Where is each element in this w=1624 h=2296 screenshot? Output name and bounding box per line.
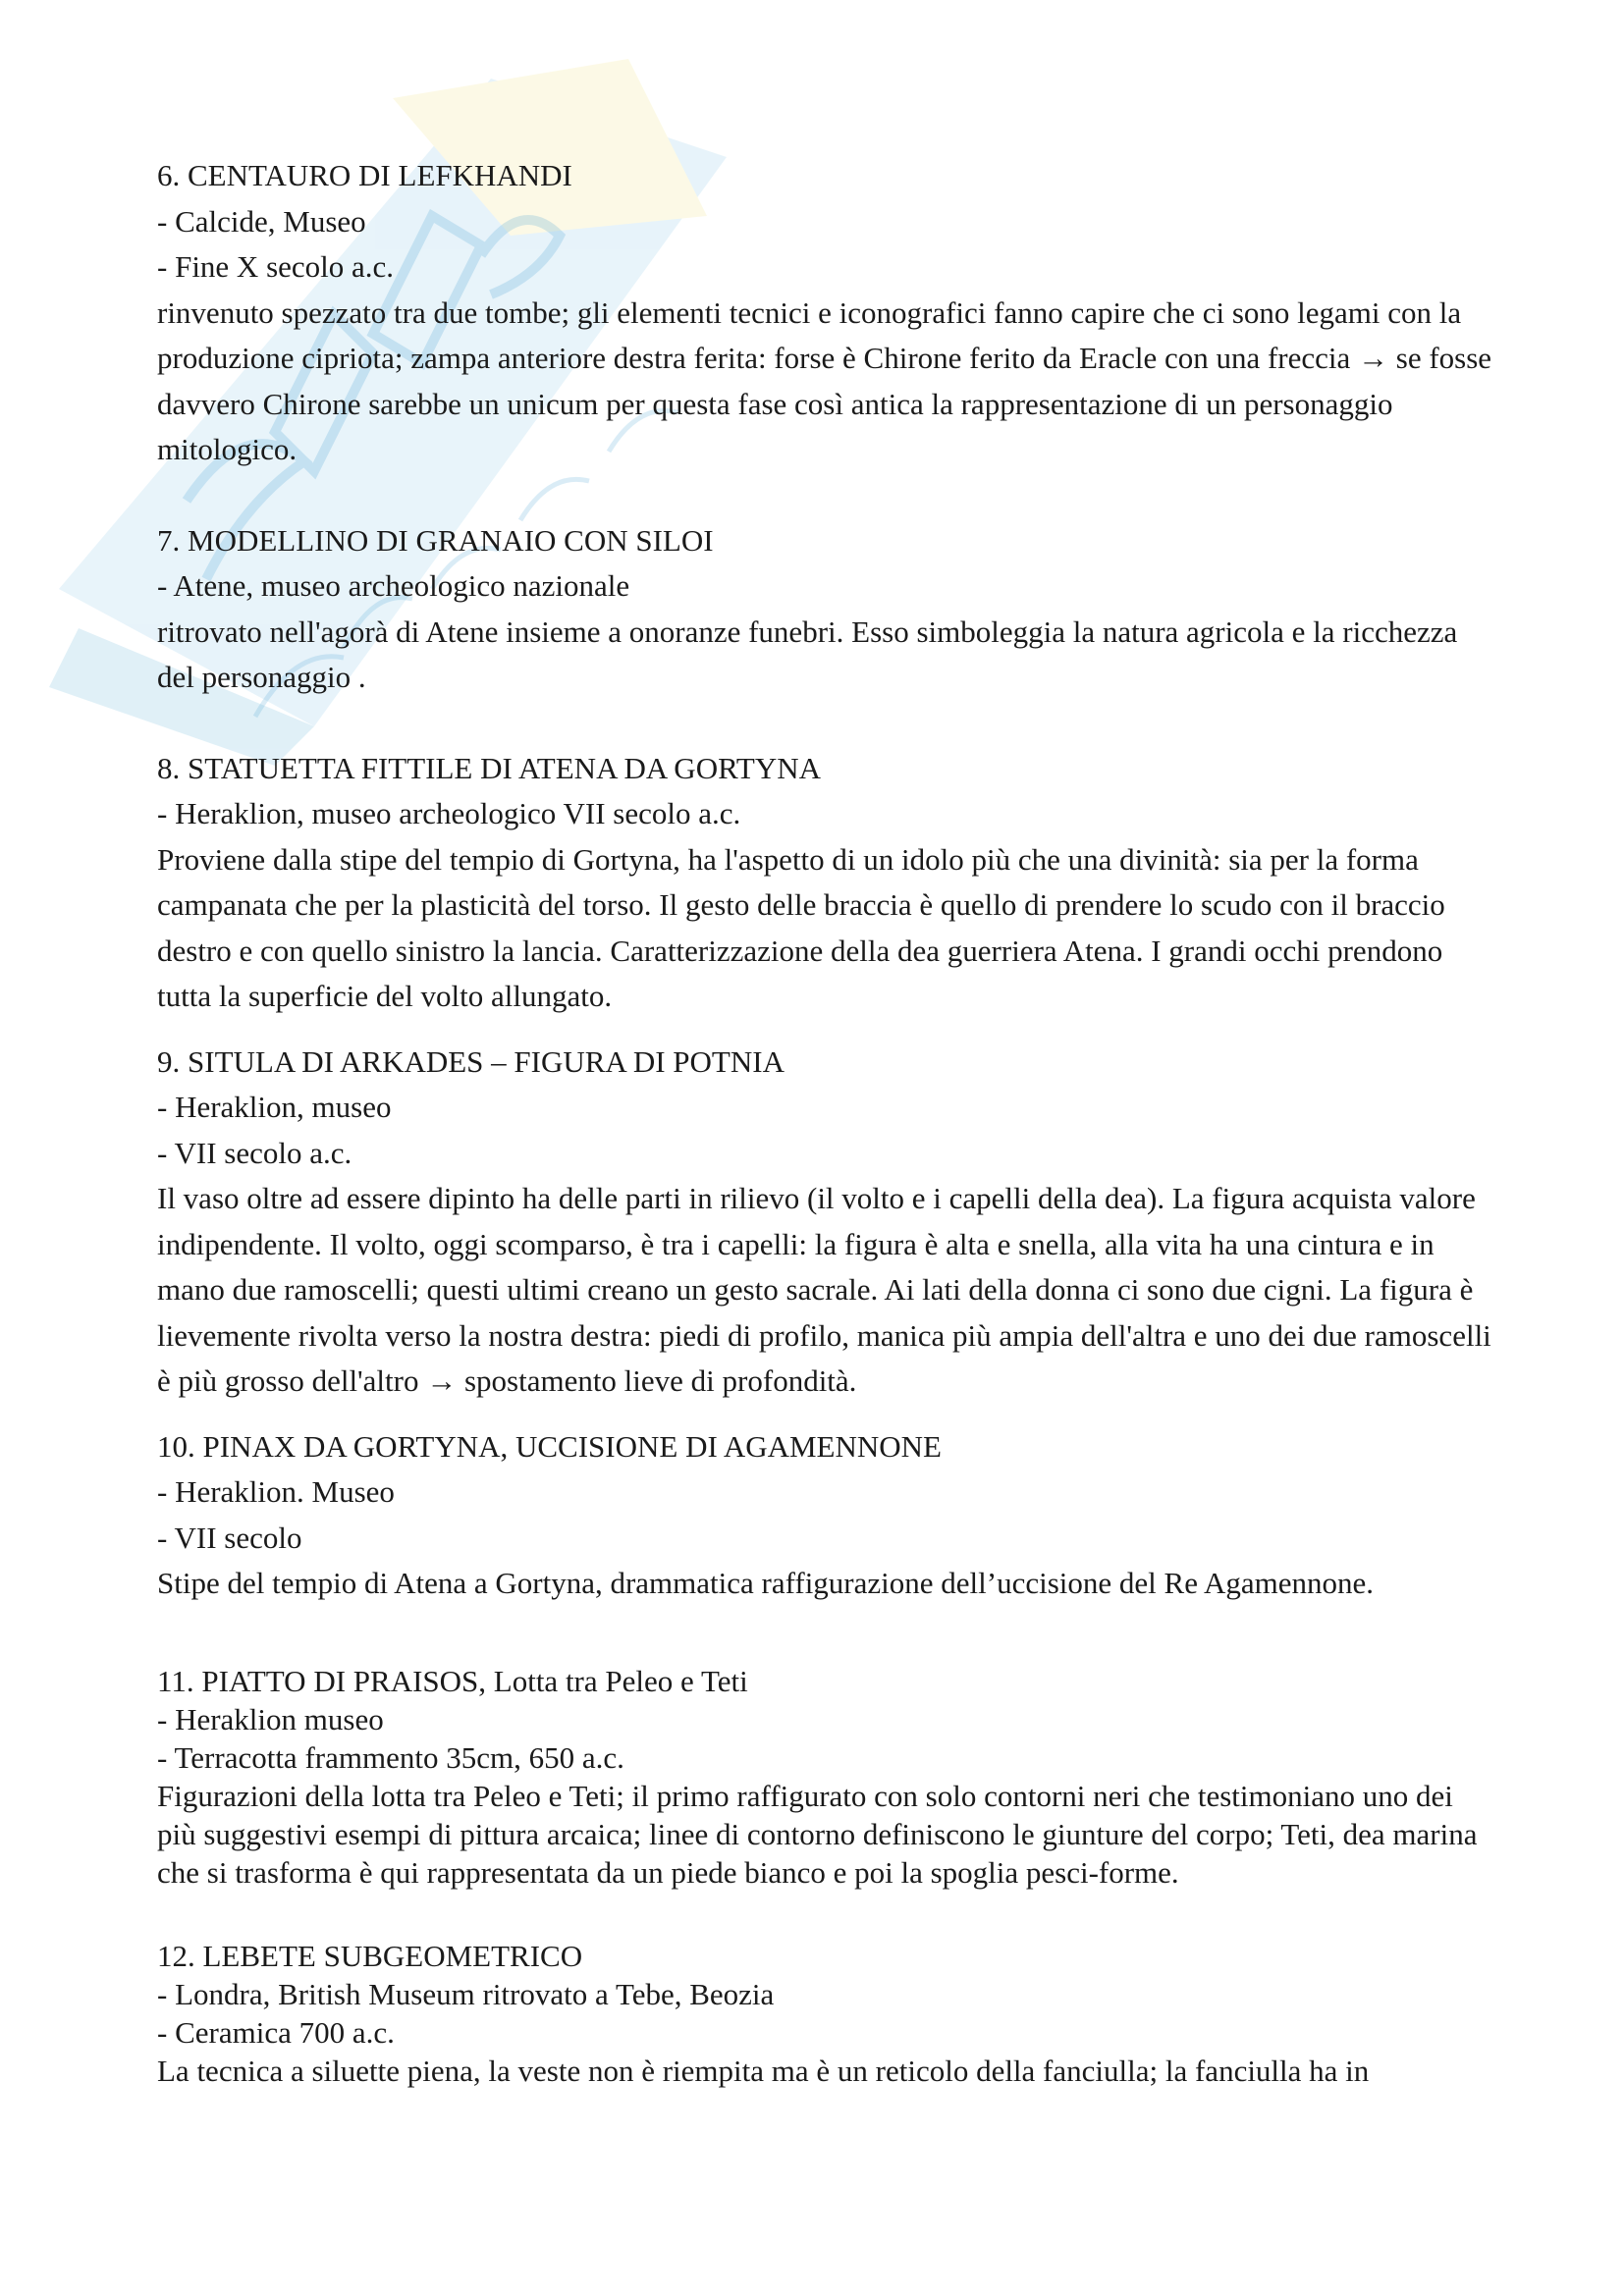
section-title: 11. PIATTO DI PRAISOS, Lotta tra Peleo e Teti xyxy=(157,1663,748,1698)
section-7 xyxy=(157,518,1492,701)
section-detail: - Ceramica 700 a.c. xyxy=(157,2014,395,2050)
section-9 xyxy=(157,1040,1492,1405)
section-title: 12. LEBETE SUBGEOMETRICO xyxy=(157,1938,583,1973)
section-title: 9. SITULA DI ARKADES – FIGURA DI POTNIA xyxy=(157,1043,785,1079)
section-title: 8. STATUETTA FITTILE DI ATENA DA GORTYNA xyxy=(157,750,821,785)
section-11 xyxy=(157,1662,1492,1892)
section-detail: - Heraklion, museo xyxy=(157,1090,392,1124)
section-body: Figurazioni della lotta tra Peleo e Teti; il primo raffigurato con solo contorni neri che testimoniano uno dei più suggestivi esempi di pittura arcaica; linee di contorno definiscono le giunture del corpo; Teti, dea marina che si trasforma è qui rappresentata da un piede bianco e poi la spoglia pesci-forme. xyxy=(157,1778,1478,1890)
section-detail: - Atene, museo archeologico nazionale xyxy=(157,568,630,603)
section-body: ritrovato nell'agorà di Atene insieme a onoranze funebri. Esso simboleggia la natura agricola e la ricchezza del personaggio . xyxy=(157,614,1458,694)
section-detail: - Terracotta frammento 35cm, 650 a.c. xyxy=(157,1739,624,1775)
section-body: Il vaso oltre ad essere dipinto ha delle parti in rilievo (il volto e i capelli della dea). La figura acquista valore indipendente. Il volto, oggi scomparso, è tra i capelli: la figura è alta e snella, alla vita ha una cintura e in mano due ramoscelli; questi ultimi creano un gesto sacrale. Ai lati della donna ci sono due cigni. La figura è lievemente rivolta verso la nostra destra: piedi di profilo, manica più ampia dell'altra e uno dei due ramoscelli è più grosso dell'altro → spostamento lieve di profondità. xyxy=(157,1181,1491,1398)
section-body: Proviene dalla stipe del tempio di Gortyna, ha l'aspetto di un idolo più che una divinità: sia per la forma campanata che per la plasticità del torso. Il gesto delle braccia è quello di prendere lo scudo con il braccio destro e con quello sinistro la lancia. Caratterizzazione della dea guerriera Atena. I grandi occhi prendono tutta la superficie del volto allungato. xyxy=(157,841,1445,1013)
section-title: 7. MODELLINO DI GRANAIO CON SILOI xyxy=(157,522,714,558)
section-6 xyxy=(157,153,1492,473)
section-body: Stipe del tempio di Atena a Gortyna, drammatica raffigurazione dell’uccisione del Re Agamennone. xyxy=(157,1566,1375,1600)
document-page xyxy=(157,153,1492,2090)
section-body: La tecnica a siluette piena, la veste non è riempita ma è un reticolo della fanciulla; la fanciulla ha in xyxy=(157,2053,1370,2088)
section-detail: - Londra, British Museum ritrovato a Tebe, Beozia xyxy=(157,1976,775,2011)
section-12 xyxy=(157,1937,1492,2090)
section-10 xyxy=(157,1424,1492,1607)
section-title: 6. CENTAURO DI LEFKHANDI xyxy=(157,158,572,192)
section-detail: - Calcide, Museo xyxy=(157,203,366,239)
section-detail: - VII secolo xyxy=(157,1520,302,1555)
section-detail: - Heraklion museo xyxy=(157,1701,384,1736)
section-detail: - Heraklion. Museo xyxy=(157,1474,395,1509)
section-title: 10. PINAX DA GORTYNA, UCCISIONE DI AGAMENNONE xyxy=(157,1428,942,1464)
section-detail: - VII secolo a.c. xyxy=(157,1135,352,1170)
section-detail: - Heraklion, museo archeologico VII secolo a.c. xyxy=(157,796,741,830)
section-body: rinvenuto spezzato tra due tombe; gli elementi tecnici e iconografici fanno capire che ci sono legami con la produzione cipriota; zampa anteriore destra ferita: forse è Chirone ferito da Eracle con una freccia → se fosse davvero Chirone sarebbe un unicum per questa fase così antica la rappresentazione di un personaggio mitologico. xyxy=(157,294,1492,466)
section-detail: - Fine X secolo a.c. xyxy=(157,249,395,284)
section-8 xyxy=(157,746,1492,1020)
